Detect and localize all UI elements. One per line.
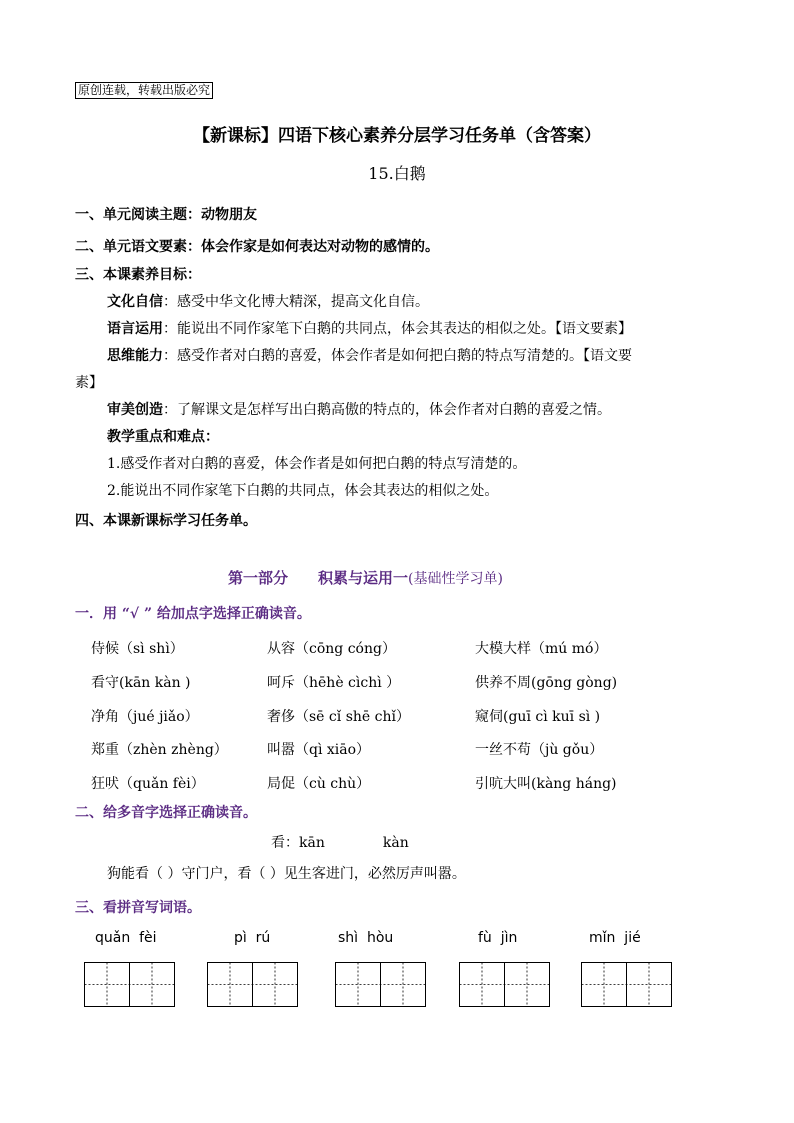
goal-text: ：能说出不同作家笔下白鹅的共同点，体会其表达的相似之处。【语文要素】 xyxy=(163,321,632,337)
pronunciation-item[interactable]: 供养不周(gōng gòng) xyxy=(475,675,618,691)
pronunciation-item[interactable]: 呵斥（hēhè cìchì ） xyxy=(267,675,401,691)
section-value: 动物朋友 xyxy=(201,207,257,223)
pronunciation-item[interactable]: 看守(kān kàn ) xyxy=(91,675,191,691)
writing-grid[interactable] xyxy=(581,962,672,1006)
pinyin-prompt: mǐn jié xyxy=(589,930,641,946)
section-goals: 三、本课素养目标： xyxy=(75,267,201,283)
goal-label: 语言运用 xyxy=(107,321,163,337)
question-2-title: 二、给多音字选择正确读音。 xyxy=(75,805,257,821)
document-title: 【新课标】四语下核心素养分层学习任务单（含答案） xyxy=(193,126,601,146)
goal-thinking-cont: 素】 xyxy=(75,375,103,391)
goal-text: ：了解课文是怎样写出白鹅高傲的特点的，体会作者对白鹅的喜爱之情。 xyxy=(163,402,611,418)
pronunciation-item[interactable]: 净角（jué jiǎo） xyxy=(91,709,199,725)
pronunciation-item[interactable]: 奢侈（sē cǐ shē chǐ） xyxy=(267,709,410,725)
goal-text: ：感受作者对白鹅的喜爱，体会作者是如何把白鹅的特点写清楚的。【语文要 xyxy=(163,348,632,364)
char-label: 看： xyxy=(271,835,299,851)
writing-grid[interactable] xyxy=(335,962,426,1006)
copyright-stamp: 原创连载，转载出版必究 xyxy=(75,82,213,99)
pronunciation-item[interactable]: 叫嚣（qì xiāo） xyxy=(267,742,371,758)
pronunciation-item[interactable]: 从容（cōng cóng） xyxy=(267,641,396,657)
part-heading xyxy=(228,567,503,588)
section-reading-theme xyxy=(75,204,257,224)
section-label: 二、单元语文要素： xyxy=(75,239,201,255)
lesson-title: 15.白鹅 xyxy=(368,164,426,183)
pronunciation-item[interactable]: 一丝不苟（jù gǒu） xyxy=(475,742,604,758)
pinyin-prompt: shì hòu xyxy=(338,930,394,946)
pronunciation-item[interactable]: 大模大样（mú mó） xyxy=(475,641,608,657)
pronunciation-item[interactable]: 窥伺(guī cì kuī sì ) xyxy=(475,709,601,725)
goal-thinking xyxy=(107,345,632,365)
goal-culture xyxy=(107,291,429,311)
pronunciation-item[interactable]: 狂吠（quǎn fèi） xyxy=(91,776,205,792)
writing-grid[interactable] xyxy=(84,962,175,1006)
section-task-sheet: 四、本课新课标学习任务单。 xyxy=(75,513,257,529)
key-point-2: 2.能说出不同作家笔下白鹅的共同点，体会其表达的相似之处。 xyxy=(107,483,499,499)
goal-label: 审美创造 xyxy=(107,402,163,418)
pinyin-prompt: fù jìn xyxy=(478,930,518,946)
pronunciation-item[interactable]: 侍候（sì shì） xyxy=(91,641,184,657)
goal-label: 思维能力 xyxy=(107,348,163,364)
pronunciation-item[interactable]: 局促（cù chù） xyxy=(267,776,371,792)
goal-language xyxy=(107,318,632,338)
reading-option-2[interactable]: kàn xyxy=(382,835,409,851)
part-label: 第一部分 xyxy=(228,569,289,587)
part-note: (基础性学习单) xyxy=(408,571,503,587)
question-3-title: 三、看拼音写词语。 xyxy=(75,900,201,916)
writing-grid[interactable] xyxy=(207,962,298,1006)
key-points-label: 教学重点和难点： xyxy=(107,429,219,445)
section-value: 体会作家是如何表达对动物的感情的。 xyxy=(201,239,439,255)
part-name: 积累与运用一 xyxy=(318,569,409,587)
writing-grid[interactable] xyxy=(459,962,550,1006)
pronunciation-item[interactable]: 郑重（zhèn zhèng） xyxy=(91,742,228,758)
goal-label: 文化自信 xyxy=(107,294,163,310)
pinyin-prompt: pì rú xyxy=(234,930,271,946)
reading-option-1[interactable]: kān xyxy=(299,835,325,851)
question-1-title: 一．用 “√ ” 给加点字选择正确读音。 xyxy=(75,606,311,622)
polyphone-sentence[interactable]: 狗能看（ ）守门户，看（ ）见生客进门，必然厉声叫嚣。 xyxy=(107,866,466,882)
section-label: 一、单元阅读主题： xyxy=(75,207,201,223)
pinyin-prompt: quǎn fèi xyxy=(95,930,157,946)
section-language-element xyxy=(75,236,439,256)
pronunciation-item[interactable]: 引吭大叫(kàng háng) xyxy=(475,776,617,792)
key-point-1: 1.感受作者对白鹅的喜爱，体会作者是如何把白鹅的特点写清楚的。 xyxy=(107,456,527,472)
polyphone-char xyxy=(271,832,409,852)
goal-text: ：感受中华文化博大精深，提高文化自信。 xyxy=(163,294,429,310)
goal-aesthetic xyxy=(107,399,611,419)
